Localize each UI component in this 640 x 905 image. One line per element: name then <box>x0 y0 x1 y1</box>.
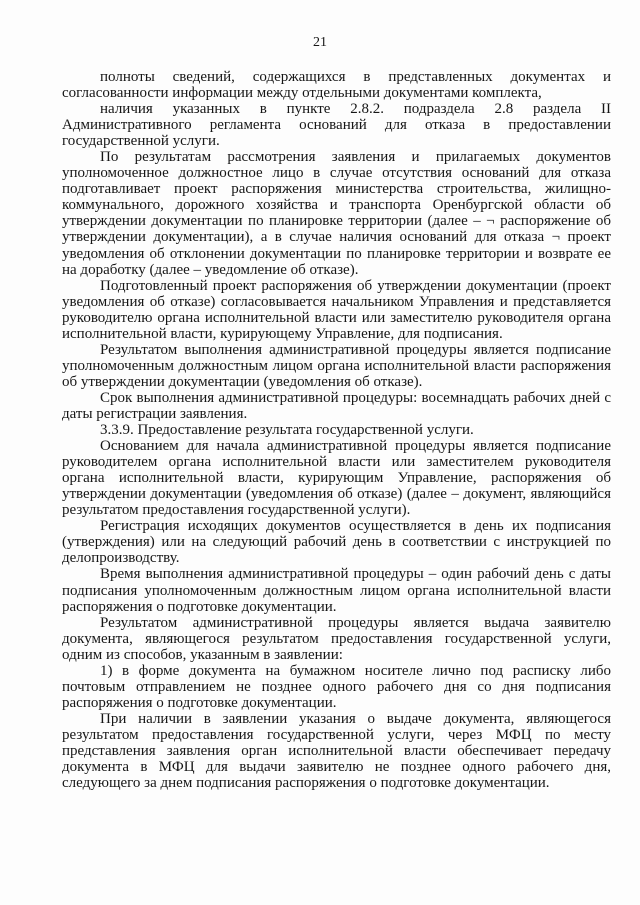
paragraph-1: полноты сведений, содержащихся в представленных документах и согласованности информации между отдельными документами комплекта, <box>62 69 611 102</box>
paragraph-5: Результатом выполнения административной процедуры является подписание уполномоченным должностным лицом органа исполнительной власти распоряжения об утверждении документации (уведомления об отказе). <box>62 341 611 390</box>
paragraph-10: Время выполнения административной процедуры – один рабочий день с даты подписания уполномоченным должностным лицом органа исполнительной власти распоряжения о подготовке документации. <box>62 566 611 615</box>
paragraph-2: наличия указанных в пункте 2.8.2. подраздела 2.8 раздела II Административного регламента оснований для отказа в предоставлении государственной услуги. <box>62 101 611 150</box>
page-number: 21 <box>313 35 327 50</box>
list-item-1: 1) в форме документа на бумажном носителе лично под расписку либо почтовым отправлением не позднее одного рабочего дня со дня подписания распоряжения о подготовке документации. <box>62 662 611 711</box>
paragraph-4: Подготовленный проект распоряжения об утверждении документации (проект уведомления об отказе) согласовывается начальником Управления и представляется руководителю органа исполнительной власти или заместителю руководителя органа исполнительной власти, курирующему Управление, для подписания. <box>62 277 611 342</box>
section-heading-3-3-9: 3.3.9. Предоставление результата государственной услуги. <box>100 422 474 439</box>
paragraph-9: Регистрация исходящих документов осуществляется в день их подписания (утверждения) или на следующий рабочий день в соответствии с инструкцией по делопроизводству. <box>62 518 611 567</box>
document-body <box>62 69 611 791</box>
paragraph-13: При наличии в заявлении указания о выдаче документа, являющегося результатом предоставления государственной услуги, через МФЦ по месту представления заявления орган исполнительной власти обеспечивает передачу документа в МФЦ для выдачи заявителю не позднее одного рабочего дня, следующего за днем подписания распоряжения о подготовке документации. <box>62 710 611 792</box>
paragraph-6: Срок выполнения административной процедуры: восемнадцать рабочих дней с даты регистрации заявления. <box>62 389 611 422</box>
paragraph-8: Основанием для начала административной процедуры является подписание руководителем органа исполнительной власти или заместителем руководителя органа исполнительной власти, курирующим Управление, распоряжения об утверждении документации (уведомления об отказе) (далее – документ, являющийся результатом предоставления государственной услуги). <box>62 438 611 519</box>
paragraph-3: По результатам рассмотрения заявления и прилагаемых документов уполномоченное должностное лицо в случае отсутствия оснований для отказа подготавливает проект распоряжения министерства строительства, жилищно-коммунального, дорожного хозяйства и транспорта Оренбургской области об утверждении документации по планировке территории (далее – ¬ распоряжение об утверждении документации), а в случае наличия оснований для отказа ¬ проект уведомления об отклонении документации по планировке территории и возврате ее на доработку (далее – уведомление об отказе). <box>62 149 611 278</box>
paragraph-11: Результатом административной процедуры является выдача заявителю документа, являющегося результатом предоставления государственной услуги, одним из способов, указанным в заявлении: <box>62 614 611 663</box>
